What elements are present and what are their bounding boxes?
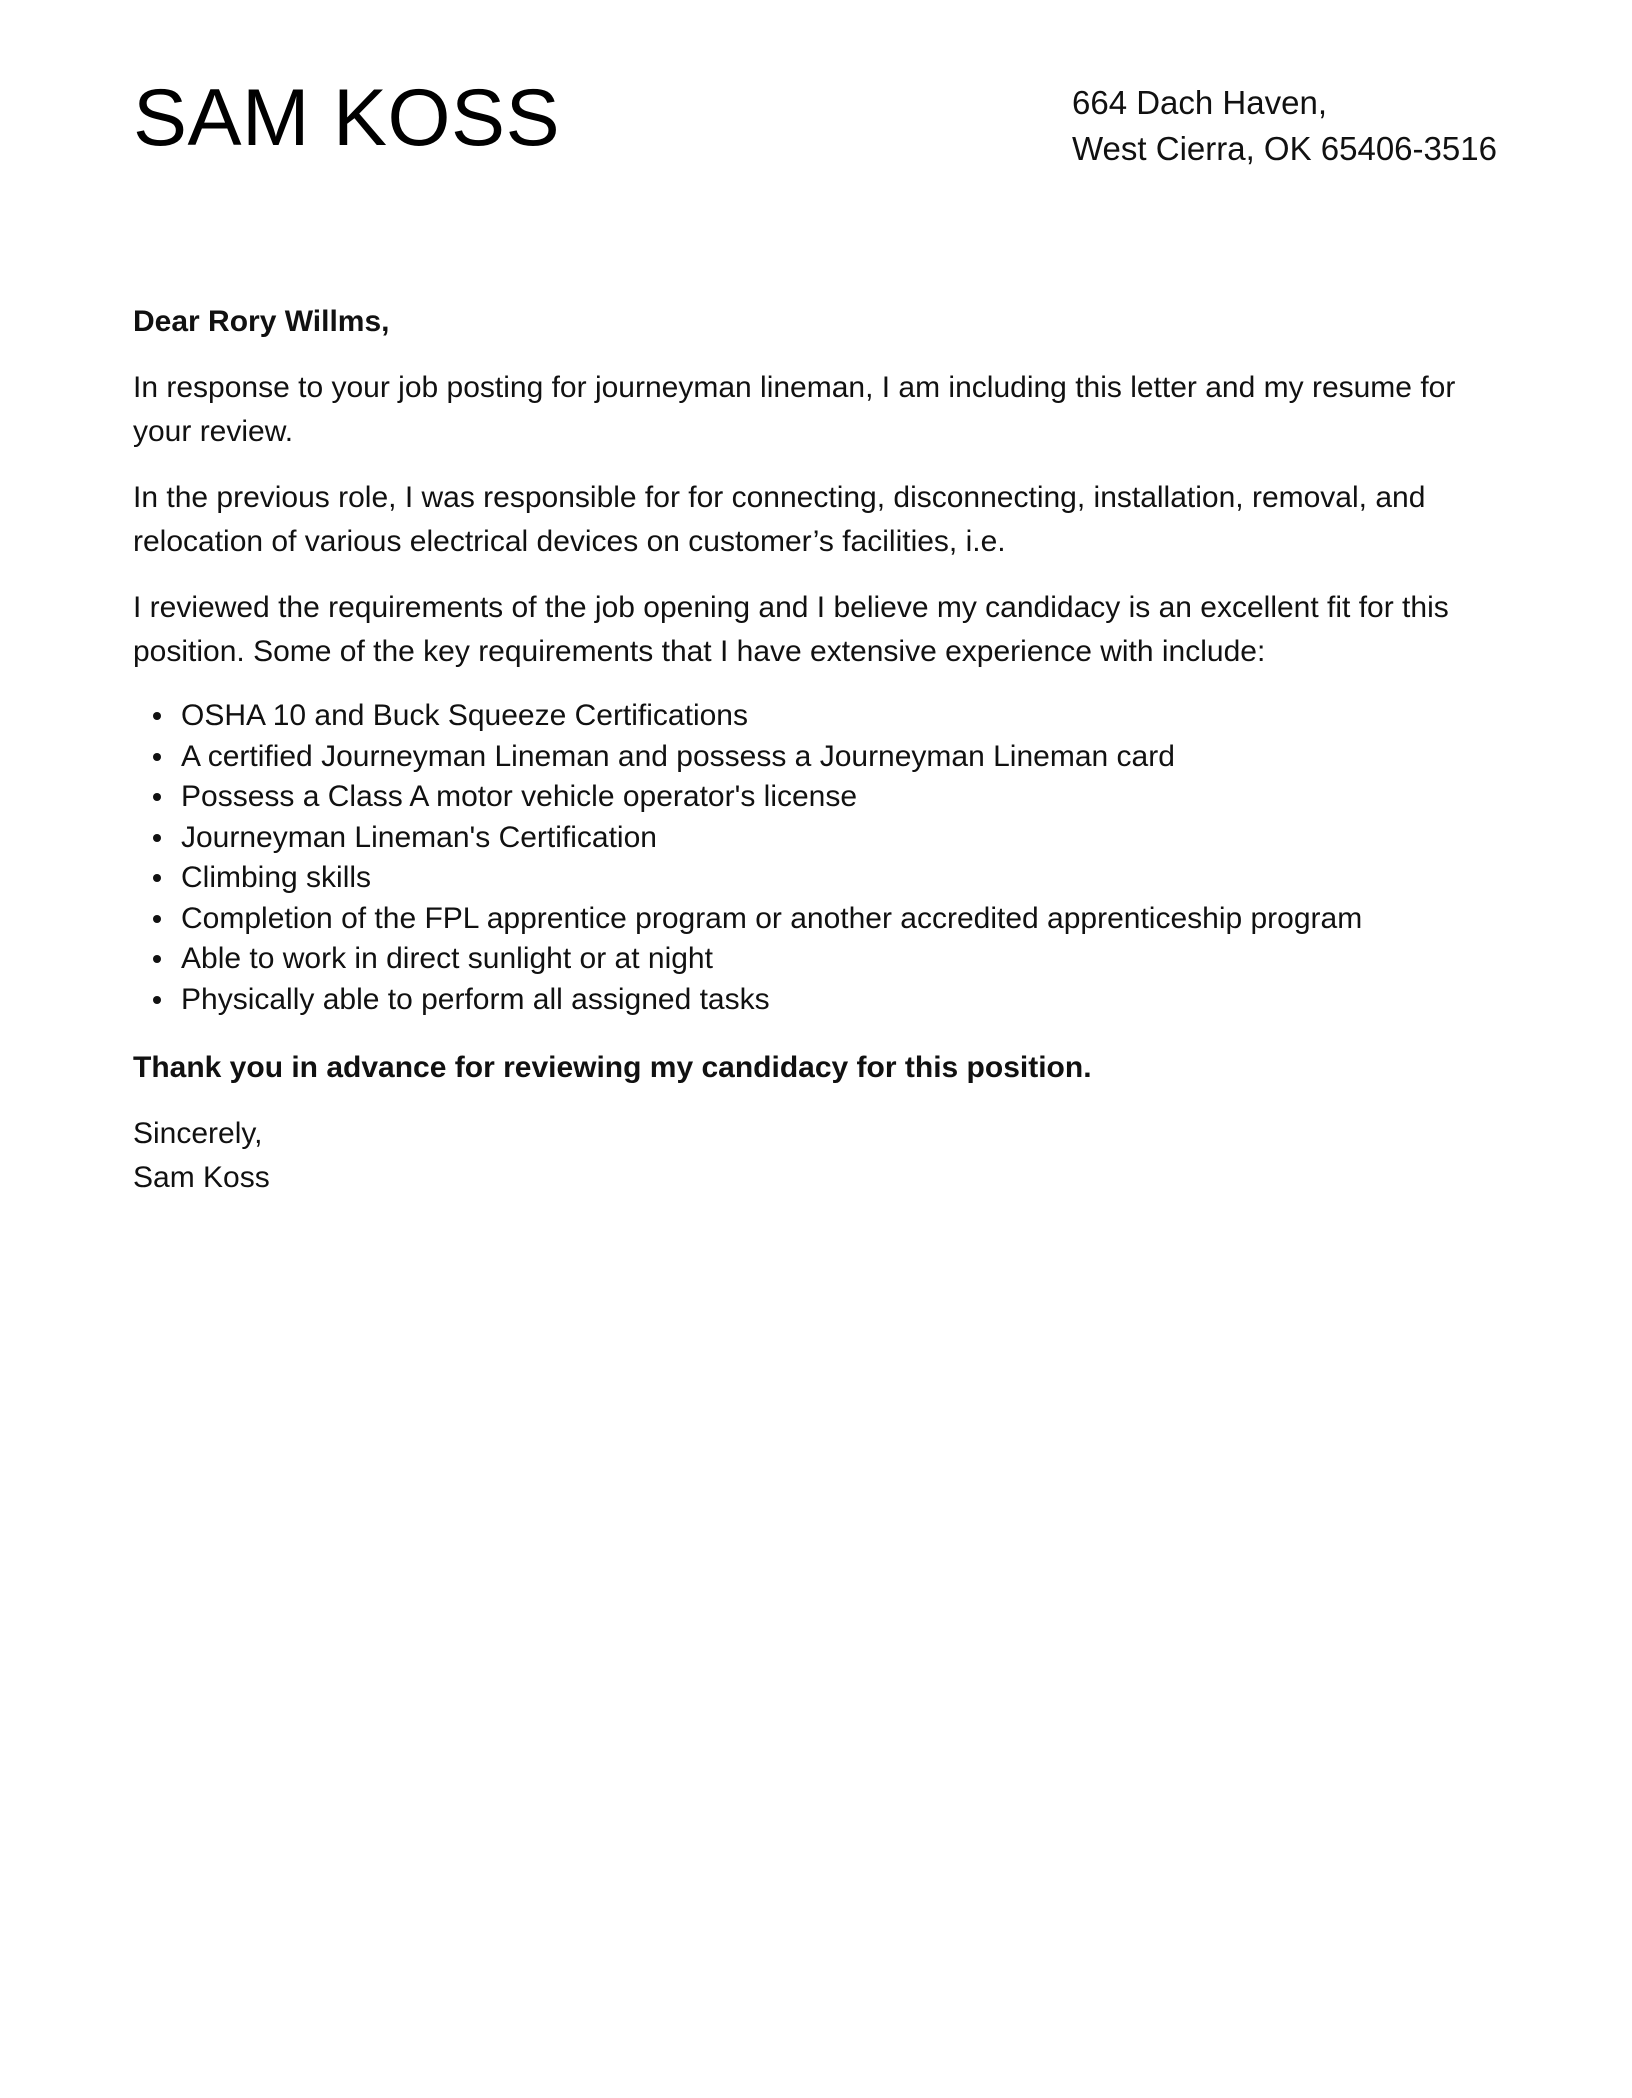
bullet-icon: [153, 753, 161, 761]
requirement-text: OSHA 10 and Buck Squeeze Certifications: [181, 699, 748, 732]
signature: Sam Koss: [133, 1161, 270, 1194]
applicant-address: [1072, 80, 1497, 172]
requirements-list: [133, 696, 1499, 1020]
letter-body: [133, 300, 1499, 1200]
intro-paragraph: In response to your job posting for journeyman lineman, I am including this letter and my resume for your review.: [133, 371, 1456, 448]
fit-paragraph: I reviewed the requirements of the job opening and I believe my candidacy is an excellent fit for this position. Some of the key requirements that I have extensive experience with include:: [133, 591, 1449, 668]
requirement-item: [133, 980, 1499, 1021]
closing: Sincerely,: [133, 1117, 263, 1150]
requirement-item: [133, 696, 1499, 737]
letter-header: [133, 72, 1499, 182]
bullet-icon: [153, 874, 161, 882]
bullet-icon: [153, 712, 161, 720]
requirement-text: Completion of the FPL apprentice program or another accredited apprenticeship program: [181, 901, 1363, 935]
requirement-item: [133, 818, 1499, 859]
address-line-2: West Cierra, OK 65406-3516: [1072, 130, 1497, 167]
requirement-item: [133, 777, 1499, 818]
requirement-text: Able to work in direct sunlight or at night: [181, 942, 713, 975]
bullet-icon: [153, 996, 161, 1004]
requirement-item: [133, 939, 1499, 980]
bullet-icon: [153, 834, 161, 842]
requirement-item: [133, 858, 1499, 899]
requirement-text: Physically able to perform all assigned tasks: [181, 982, 770, 1016]
bullet-icon: [153, 793, 161, 801]
experience-paragraph: In the previous role, I was responsible for for connecting, disconnecting, installation, removal, and relocation of various electrical devices on customer’s facilities, i.e.: [133, 481, 1426, 558]
bullet-icon: [153, 955, 161, 963]
requirement-item: [133, 899, 1499, 940]
address-line-1: 664 Dach Haven,: [1072, 84, 1327, 121]
requirement-text: A certified Journeyman Lineman and possess a Journeyman Lineman card: [181, 739, 1175, 773]
requirement-item: [133, 737, 1499, 778]
requirement-text: Climbing skills: [181, 861, 372, 894]
requirement-text: Journeyman Lineman's Certification: [181, 820, 657, 854]
bullet-icon: [153, 915, 161, 923]
greeting: Dear Rory Willms,: [133, 305, 390, 338]
requirement-text: Possess a Class A motor vehicle operator's license: [181, 780, 858, 813]
thank-you-line: Thank you in advance for reviewing my candidacy for this position.: [133, 1051, 1092, 1084]
applicant-name: SAM KOSS: [133, 73, 561, 163]
